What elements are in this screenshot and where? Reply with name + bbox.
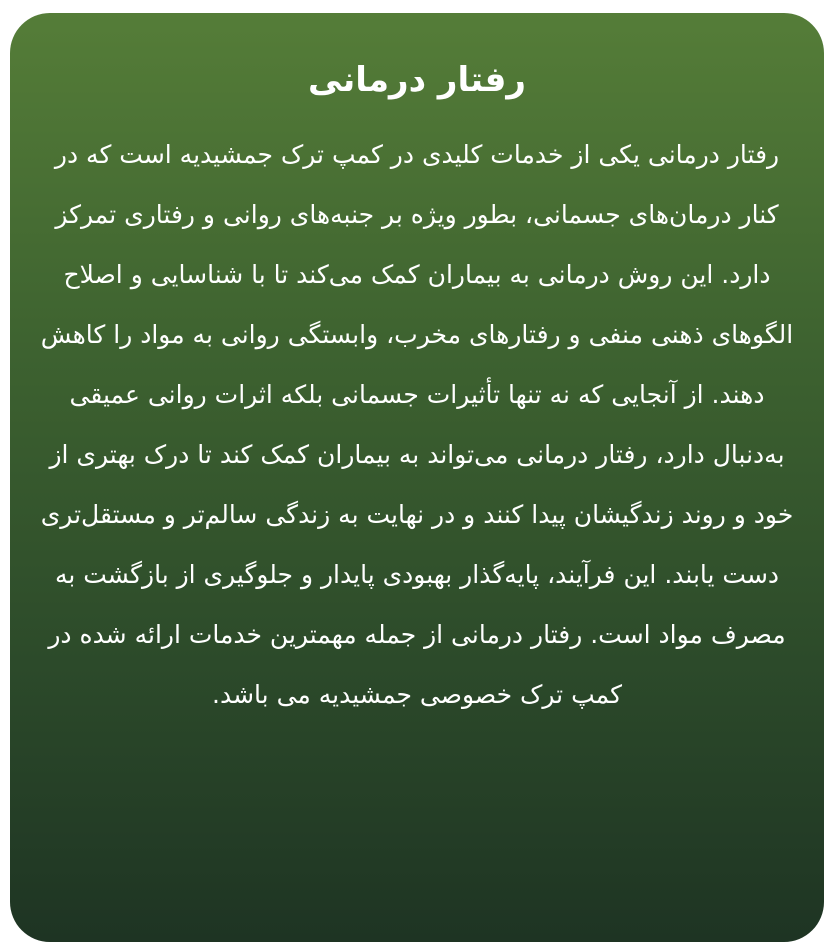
card-title: رفتار درمانی — [308, 60, 526, 100]
card-description: رفتار درمانی یکی از خدمات کلیدی در کمپ ترک جمشیدیه است که در کنار درمان‌های جسمانی، بطور ویژه بر جنبه‌های روانی و رفتاری تمرکز دارد. این روش درمانی به بیماران کمک می‌کند تا با شناسایی و اصلاح الگوهای ذهنی منفی و رفتارهای مخرب، وابستگی روانی به مواد را کاهش دهند. از آنجایی که نه تنها تأثیرات جسمانی بلکه اثرات روانی عمیقی به‌دنبال دارد، رفتار درمانی می‌تواند به بیماران کمک کند تا درک بهتری از خود و روند زندگیشان پیدا کنند و در نهایت به زندگی سالم‌تر و مستقل‌تری دست یابند. این فرآیند، پایه‌گذار بهبودی پایدار و جلوگیری از بازگشت به مصرف مواد است. رفتار درمانی از جمله مهمترین خدمات ارائه شده در کمپ ترک خصوصی جمشیدیه می باشد. — [40, 140, 794, 709]
service-card — [10, 13, 824, 942]
